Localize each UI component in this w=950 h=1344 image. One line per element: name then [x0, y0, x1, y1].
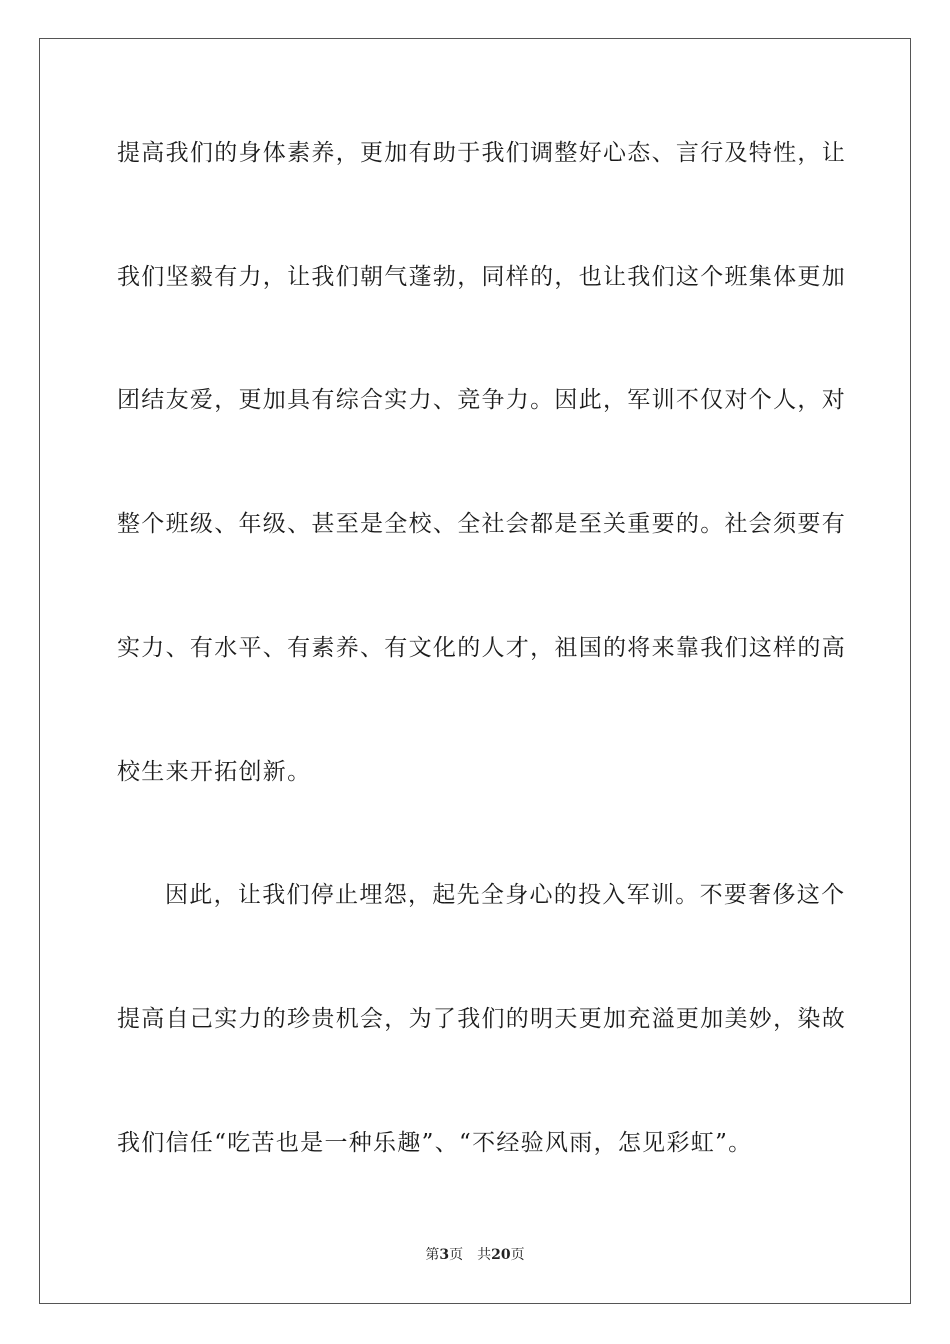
text-line: 我们坚毅有力，让我们朝气蓬勃，同样的，也让我们这个班集体更加: [117, 264, 846, 290]
text-line: 我们信任“吃苦也是一种乐趣”、“不经验风雨，怎见彩虹”。: [117, 1130, 753, 1156]
page-footer: [0, 1246, 950, 1264]
text-line: 实力、有水平、有素养、有文化的人才，祖国的将来靠我们这样的高: [117, 635, 846, 661]
text-line-indented: 因此，让我们停止埋怨，起先全身心的投入军训。不要奢侈这个: [165, 882, 846, 908]
text-line: 提高我们的身体素养，更加有助于我们调整好心态、言行及特性，让: [117, 140, 846, 166]
page-number-prefix: 第: [425, 1247, 440, 1263]
total-pages-prefix: 共: [477, 1247, 492, 1263]
text-line: 团结友爱，更加具有综合实力、竞争力。因此，军训不仅对个人，对: [117, 387, 846, 413]
text-line: 提高自己实力的珍贵机会，为了我们的明天更加充溢更加美妙，染故: [117, 1006, 846, 1032]
text-line: 整个班级、年级、甚至是全校、全社会都是至关重要的。社会须要有: [117, 511, 846, 537]
total-pages: 20: [491, 1247, 511, 1263]
page-border: [39, 38, 911, 1304]
page-number: 3: [439, 1247, 450, 1263]
text-line: 校生来开拓创新。: [117, 759, 312, 785]
total-pages-suffix: 页: [510, 1247, 525, 1263]
page-number-suffix: 页: [449, 1247, 464, 1263]
